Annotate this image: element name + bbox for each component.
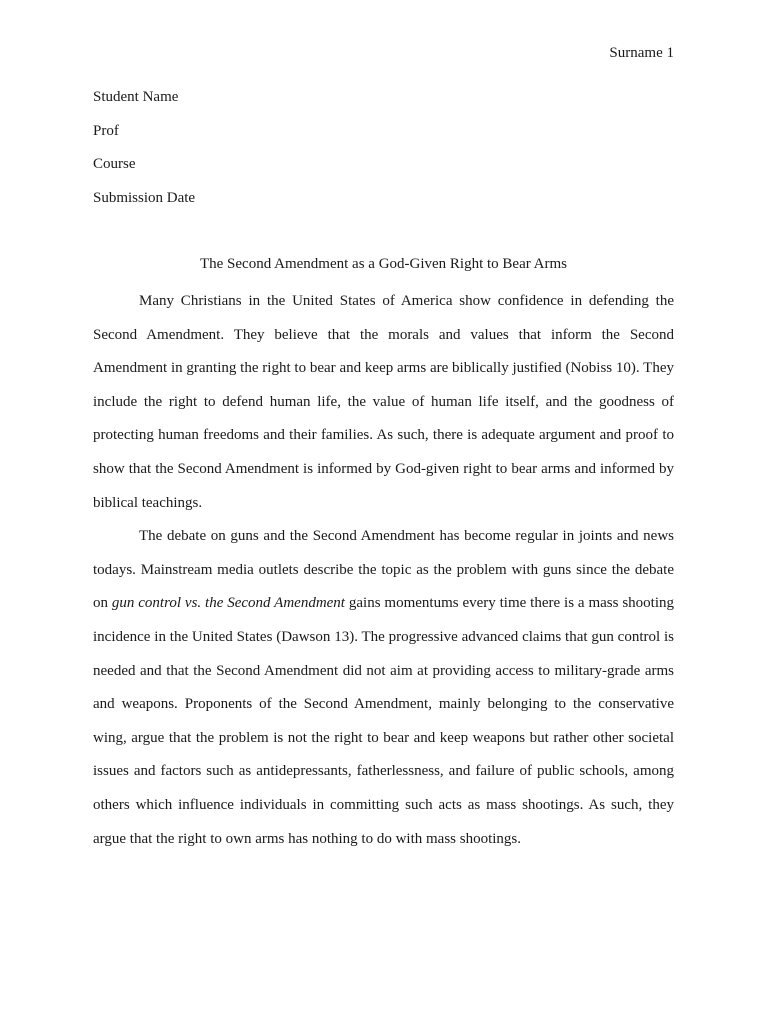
- submission-date: Submission Date: [93, 189, 196, 206]
- paragraph-2: [93, 520, 674, 856]
- mla-heading: [93, 86, 674, 220]
- essay-title: The Second Amendment as a God-Given Right to Bear Arms: [199, 256, 568, 272]
- paragraph-1: Many Christians in the United States of America show confidence in defending the Second Amendment. They believe that the morals and values that inform the Second Amendment in granting the right to bear and keep arms are biblically justified (Nobiss 10). They include the right to defend human life, the value of human life itself, and the goodness of protecting human freedoms and their families. As such, there is adequate argument and proof to show that the Second Amendment is informed by God-given right to bear arms and informed by biblical teachings.: [93, 293, 674, 511]
- professor-name: Prof: [93, 122, 119, 139]
- paragraph-2-start: The debate on guns and the Second Amendment has become regular in joints and news todays. Mainstream media outlets describe the topic as the problem with guns since the debate on: [93, 528, 674, 612]
- italic-phrase: gun control vs. the Second Amendment: [111, 595, 345, 612]
- running-head: Surname 1: [609, 45, 674, 61]
- essay-body: [93, 285, 674, 856]
- paragraph-2-end: gains momentums every time there is a mass shooting incidence in the United States (Dawson 13). The progressive advanced claims that gun control is needed and that the Second Amendment did not aim at providing access to military-grade arms and weapons. Proponents of the Second Amendment, mainly belonging to the conservative wing, argue that the problem is not the right to bear and keep weapons but rather other societal issues and factors such as antidepressants, fatherlessness, and failure of public schools, among others which influence individuals in committing such acts as mass shootings. As such, they argue that the right to own arms has nothing to do with mass shootings.: [93, 595, 674, 847]
- student-name: Student Name: [93, 89, 179, 105]
- course-name: Course: [93, 156, 136, 173]
